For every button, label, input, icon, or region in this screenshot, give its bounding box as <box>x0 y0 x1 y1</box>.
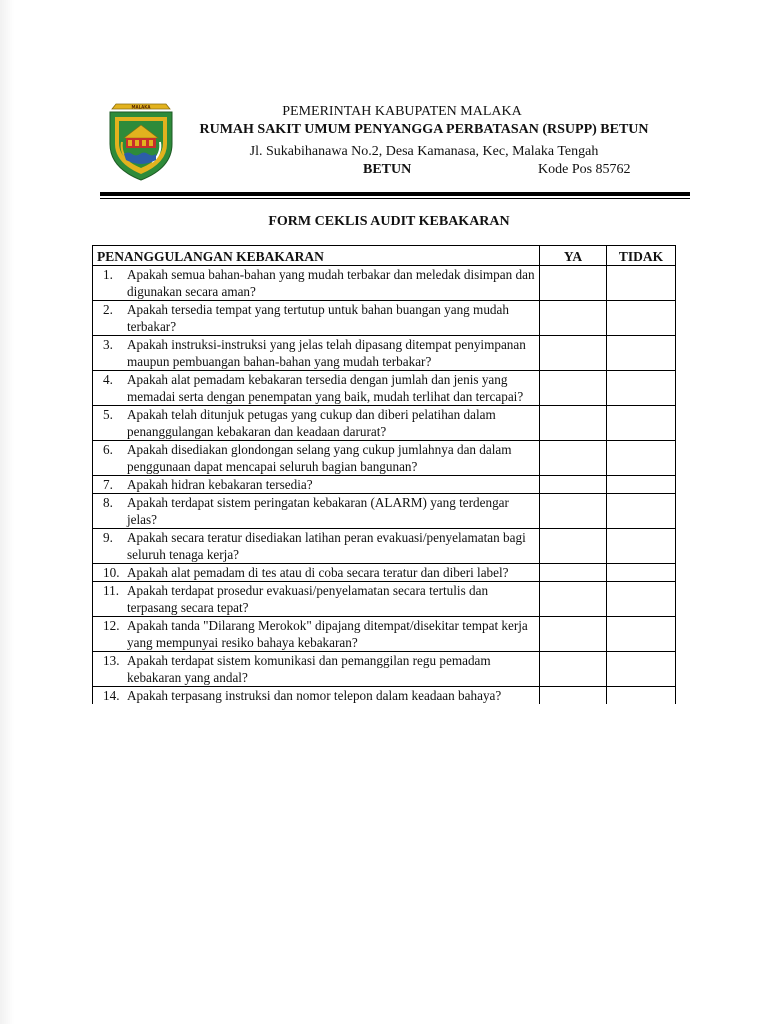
table-row <box>93 476 676 494</box>
answer-no-cell[interactable] <box>607 441 676 476</box>
answer-no-cell[interactable] <box>607 406 676 441</box>
header-no: TIDAK <box>607 246 676 266</box>
answer-no-cell[interactable] <box>607 652 676 687</box>
answer-no-cell[interactable] <box>607 371 676 406</box>
row-question: Apakah telah ditunjuk petugas yang cukup dan diberi pelatihan dalam penanggulangan kebakaran dan keadaan darurat? <box>127 407 496 439</box>
letterhead-postal-code: Kode Pos 85762 <box>538 162 631 177</box>
table-row <box>93 617 676 652</box>
answer-yes-cell[interactable] <box>540 441 607 476</box>
answer-yes-cell[interactable] <box>540 336 607 371</box>
row-number: 1. <box>103 267 113 282</box>
row-number: 8. <box>103 495 113 510</box>
row-question: Apakah instruksi-instruksi yang jelas telah dipasang ditempat penyimpanan maupun pembuangan bahan-bahan yang mudah terbakar? <box>127 337 526 369</box>
letterhead-government: PEMERINTAH KABUPATEN MALAKA <box>282 104 522 119</box>
answer-yes-cell[interactable] <box>540 371 607 406</box>
row-question: Apakah alat pemadam kebakaran tersedia dengan jumlah dan jenis yang memadai serta dengan penempatan yang baik, mudah terlihat dan tercapai? <box>127 372 524 404</box>
answer-yes-cell[interactable] <box>540 529 607 564</box>
table-row <box>93 336 676 371</box>
answer-no-cell[interactable] <box>607 564 676 582</box>
answer-yes-cell[interactable] <box>540 476 607 494</box>
table-row <box>93 406 676 441</box>
header-section: PENANGGULANGAN KEBAKARAN <box>93 246 540 266</box>
row-question: Apakah disediakan glondongan selang yang cukup jumlahnya dan dalam penggunaan dapat mencapai seluruh bagian bangunan? <box>127 442 512 474</box>
table-row <box>93 494 676 529</box>
header-yes: YA <box>540 246 607 266</box>
row-number: 12. <box>103 618 120 633</box>
document-title: FORM CEKLIS AUDIT KEBAKARAN <box>268 214 510 229</box>
answer-yes-cell[interactable] <box>540 582 607 617</box>
audit-checklist-table <box>92 245 676 704</box>
answer-no-cell[interactable] <box>607 617 676 652</box>
table-row <box>93 371 676 406</box>
answer-no-cell[interactable] <box>607 476 676 494</box>
letterhead-city: BETUN <box>363 162 412 177</box>
table-row <box>93 687 676 705</box>
row-number: 9. <box>103 530 113 545</box>
answer-no-cell[interactable] <box>607 494 676 529</box>
letterhead-divider-thick <box>100 192 690 196</box>
answer-yes-cell[interactable] <box>540 266 607 301</box>
row-question: Apakah secara teratur disediakan latihan peran evakuasi/penyelamatan bagi seluruh tenaga kerja? <box>127 530 526 562</box>
answer-no-cell[interactable] <box>607 582 676 617</box>
row-number: 10. <box>103 565 120 580</box>
letterhead <box>0 0 768 200</box>
answer-yes-cell[interactable] <box>540 617 607 652</box>
table-row <box>93 652 676 687</box>
answer-yes-cell[interactable] <box>540 406 607 441</box>
table-row <box>93 301 676 336</box>
row-question: Apakah hidran kebakaran tersedia? <box>127 477 313 492</box>
row-number: 14. <box>103 688 120 703</box>
row-number: 5. <box>103 407 113 422</box>
letterhead-divider-thin <box>100 198 690 199</box>
answer-no-cell[interactable] <box>607 529 676 564</box>
row-question: Apakah alat pemadam di tes atau di coba secara teratur dan diberi label? <box>127 565 509 580</box>
letterhead-address: Jl. Sukabihanawa No.2, Desa Kamanasa, Kec, Malaka Tengah <box>249 144 599 159</box>
table-row <box>93 266 676 301</box>
table-header-row <box>93 246 676 266</box>
table-row <box>93 582 676 617</box>
answer-yes-cell[interactable] <box>540 494 607 529</box>
answer-no-cell[interactable] <box>607 266 676 301</box>
row-question: Apakah semua bahan-bahan yang mudah terbakar dan meledak disimpan dan digunakan secara aman? <box>127 267 535 299</box>
table-row <box>93 529 676 564</box>
row-question: Apakah tersedia tempat yang tertutup untuk bahan buangan yang mudah terbakar? <box>127 302 509 334</box>
row-number: 13. <box>103 653 120 668</box>
row-question: Apakah terdapat sistem komunikasi dan pemanggilan regu pemadam kebakaran yang andal? <box>127 653 491 685</box>
row-question: Apakah terdapat prosedur evakuasi/penyelamatan secara tertulis dan terpasang secara tepat? <box>127 583 489 615</box>
row-number: 4. <box>103 372 113 387</box>
letterhead-hospital-name: RUMAH SAKIT UMUM PENYANGGA PERBATASAN (RSUPP) BETUN <box>199 122 649 137</box>
table-row <box>93 441 676 476</box>
answer-yes-cell[interactable] <box>540 687 607 705</box>
answer-yes-cell[interactable] <box>540 564 607 582</box>
answer-yes-cell[interactable] <box>540 652 607 687</box>
row-number: 7. <box>103 477 113 492</box>
answer-yes-cell[interactable] <box>540 301 607 336</box>
row-number: 6. <box>103 442 113 457</box>
answer-no-cell[interactable] <box>607 301 676 336</box>
answer-no-cell[interactable] <box>607 336 676 371</box>
row-number: 3. <box>103 337 113 352</box>
row-question: Apakah terdapat sistem peringatan kebakaran (ALARM) yang terdengar jelas? <box>127 495 509 527</box>
table-row <box>93 564 676 582</box>
row-number: 11. <box>103 583 119 598</box>
row-question: Apakah tanda "Dilarang Merokok" dipajang ditempat/disekitar tempat kerja yang mempunyai resiko bahaya kebakaran? <box>127 618 528 650</box>
svg-text:MALAKA: MALAKA <box>131 104 151 110</box>
answer-no-cell[interactable] <box>607 687 676 705</box>
row-number: 2. <box>103 302 113 317</box>
row-question: Apakah terpasang instruksi dan nomor telepon dalam keadaan bahaya? <box>127 688 502 703</box>
